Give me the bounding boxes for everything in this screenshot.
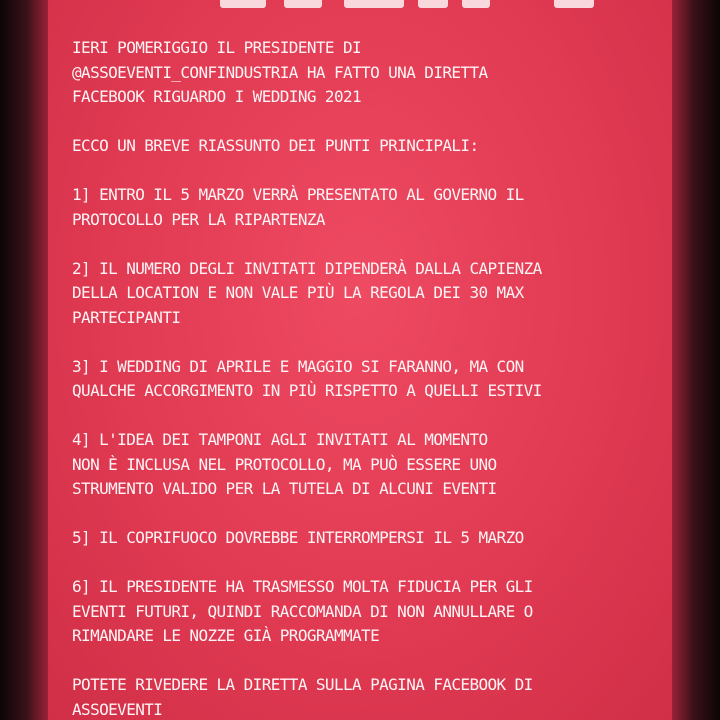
cropped-title-fragment bbox=[554, 0, 594, 8]
outro-paragraph: POTETE RIVEDERE LA DIRETTA SULLA PAGINA FACEBOOK DI ASSOEVENTI bbox=[72, 675, 533, 719]
summary-heading: ECCO UN BREVE RIASSUNTO DEI PUNTI PRINCIPALI: bbox=[72, 136, 479, 155]
cropped-title-strip bbox=[48, 0, 672, 14]
left-dark-edge bbox=[0, 0, 48, 720]
point-6: 6] IL PRESIDENTE HA TRASMESSO MOLTA FIDUCIA PER GLI EVENTI FUTURI, QUINDI RACCOMANDA DI NON ANNULLARE O RIMANDARE LE NOZZE GIÀ PROGRAMMATE bbox=[72, 577, 533, 645]
post-card bbox=[48, 0, 672, 720]
point-1: 1] ENTRO IL 5 MARZO VERRÀ PRESENTATO AL GOVERNO IL PROTOCOLLO PER LA RIPARTENZA bbox=[72, 185, 524, 229]
post-text bbox=[72, 36, 652, 720]
cropped-title-fragment bbox=[344, 0, 404, 8]
point-2: 2] IL NUMERO DEGLI INVITATI DIPENDERÀ DALLA CAPIENZA DELLA LOCATION E NON VALE PIÙ LA REGOLA DEI 30 MAX PARTECIPANTI bbox=[72, 258, 542, 327]
cropped-title-fragment bbox=[220, 0, 266, 8]
point-4: 4] L'IDEA DEI TAMPONI AGLI INVITATI AL MOMENTO NON È INCLUSA NEL PROTOCOLLO, MA PUÒ ESSERE UNO STRUMENTO VALIDO PER LA TUTELA DI ALCUNI EVENTI bbox=[72, 430, 497, 498]
right-dark-edge bbox=[672, 0, 720, 720]
cropped-title-fragment bbox=[418, 0, 448, 8]
cropped-title-fragment bbox=[284, 0, 322, 8]
point-5: 5] IL COPRIFUOCO DOVREBBE INTERROMPERSI IL 5 MARZO bbox=[72, 528, 524, 547]
intro-paragraph: IERI POMERIGGIO IL PRESIDENTE DI @ASSOEVENTI_CONFINDUSTRIA HA FATTO UNA DIRETTA FACEBOOK RIGUARDO I WEDDING 2021 bbox=[72, 38, 488, 106]
point-3: 3] I WEDDING DI APRILE E MAGGIO SI FARANNO, MA CON QUALCHE ACCORGIMENTO IN PIÙ RISPETTO A QUELLI ESTIVI bbox=[72, 356, 542, 400]
cropped-title-fragment bbox=[462, 0, 490, 8]
